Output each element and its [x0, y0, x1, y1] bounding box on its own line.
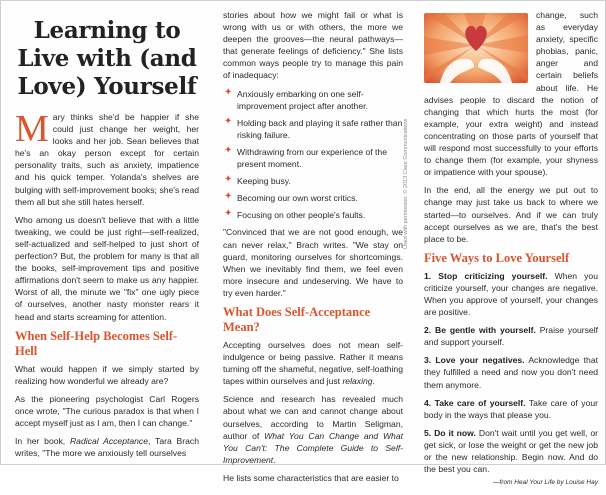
list-item-text: Keeping busy. — [237, 176, 291, 187]
paragraph-text: . — [273, 454, 276, 465]
list-item-text: When you criticize yourself, your changes are negative. When you approve of yourself, your changes are positive. — [424, 270, 598, 318]
bullet-star-icon: ✦ — [224, 86, 233, 98]
list-item — [223, 88, 403, 112]
list-item — [424, 324, 598, 348]
five-ways-list — [424, 270, 598, 490]
list-item-text: Focusing on other people's faults. — [237, 210, 366, 221]
title-line-2: Live with (and — [17, 45, 197, 72]
list-item-lead: 1. Stop criticizing yourself. — [424, 270, 548, 281]
bullet-star-icon: ✦ — [224, 208, 233, 220]
paragraph-text: Science and research has revealed much about what we can and cannot change about ourselves, according to Martin Seligman, author of — [223, 394, 403, 441]
list-item-lead: 2. Be gentle with yourself. — [424, 325, 536, 336]
paragraph — [223, 393, 403, 466]
list-item — [424, 354, 598, 390]
book-title: Radical Acceptance — [69, 436, 149, 447]
source-prefix: —from — [492, 479, 515, 487]
list-item-lead: 4. Take care of yourself. — [424, 397, 526, 408]
bullet-star-icon: ✦ — [224, 144, 233, 156]
source-author: by Louise Hay — [555, 479, 598, 487]
column-1 — [15, 9, 199, 465]
column-2 — [223, 9, 403, 490]
paragraph: "Convinced that we are not good enough, we can never relax," Brach writes. "We stay on guard, monitoring ourselves for shortcomings. When we inevitably find them, we feel even more insecure and undeserving. We have to try even harder." — [223, 227, 403, 298]
paragraph: He lists some characteristics that are easier to — [223, 472, 399, 483]
column-3 — [424, 9, 598, 495]
paragraph-text: , Tara Brach writes, "The more we anxiously tell ourselves — [15, 436, 199, 459]
list-item — [223, 192, 403, 204]
list-item-text: Take care of your body in the ways that please you. — [424, 397, 598, 420]
section-heading-self-help: When Self-Help Becomes Self-Hell — [15, 328, 178, 358]
title-line-1: Learning to — [33, 17, 181, 44]
paragraph: In the end, all the energy we put out to change may just take us back to where we started—to ourselves. And if we can truly accept ourselves as we are, that's the best place to be. — [424, 185, 598, 244]
paragraph-text: Accepting ourselves does not mean self-indulgence or being passive. Rather it means turning off the shameful, negative, self-loathing tapes within ourselves and just — [223, 339, 403, 387]
paragraph: Who among us doesn't believe that with a little tweaking, we could be just right—self-realized, self-actualized and self-helped to just short of perfection? But, the problem for many is that all the books, self-improvement tips and positive affirmations don't seem to make us any happier. Worst of all, the minute we "fix" one ugly piece of ourselves, another nasty monster rears it head and starts screaming for attention. — [15, 214, 199, 322]
paragraph: As the pioneering psychologist Carl Rogers once wrote, "The curious paradox is that when I accept myself just as I am, then I can change." — [15, 393, 199, 428]
list-item-text: Anxiously embarking on one self-improvement project after another. — [237, 88, 368, 111]
inadequacy-list — [223, 88, 403, 222]
list-item — [223, 175, 403, 187]
heart-in-hands-icon — [424, 13, 528, 83]
section-heading-five-ways: Five Ways to Love Yourself — [424, 250, 570, 265]
drop-cap: M — [15, 108, 49, 150]
bullet-star-icon: ✦ — [224, 174, 233, 186]
source-credit — [424, 477, 598, 489]
paragraph — [15, 435, 199, 459]
list-item — [223, 117, 403, 141]
list-item-text: Don't wait until you get well, or get sick, or lose the weight or get the new job or the new relationship. Begin now. And do the best you can. — [424, 427, 598, 475]
source-book-title: Heal Your Life — [514, 479, 555, 487]
book-title: What You Can Change and What You Can't: The Complete Guide to Self-Improvement — [223, 430, 404, 465]
paragraph: change, such as everyday anxiety, specific phobias, panic, anger and certain beliefs about life. He advises people to discard the notion of changing that which hurts the most (for example, your extra weight) and instead concentrating on those parts of yourself that will respond most successfully to your efforts to change them (for example, your shyness or impatience with your spouse). — [424, 10, 598, 178]
list-item — [223, 146, 403, 170]
copyright-notice: Used with permission. © 2013 Clare Communications — [403, 118, 409, 249]
list-item-text: Withdrawing from our experience of the present moment. — [237, 146, 387, 170]
paragraph — [223, 339, 403, 387]
list-item-lead: 5. Do it now. — [424, 427, 476, 438]
paragraph: What would happen if we simply started by realizing how wonderful we already are? — [15, 363, 199, 386]
list-item — [424, 270, 598, 318]
list-item-lead: 3. Love your negatives. — [424, 355, 525, 366]
list-item — [424, 427, 598, 489]
bullet-star-icon: ✦ — [224, 191, 233, 203]
intro-text: ary thinks she'd be happier if she could just change her weight, her looks and her job. Sean believes that he's an okay person except for certain personality traits, such as anxiety, impatience and his quick temper. Yolanda's shelves are bulging with self-improvement books; she's read them all but she still hates herself. — [15, 112, 199, 207]
section-heading-self-acceptance: What Does Self-Acceptance Mean? — [223, 304, 371, 334]
paragraph-text: In her book, — [15, 436, 70, 447]
intro-paragraph — [15, 108, 199, 208]
list-item — [424, 397, 598, 421]
article-title — [15, 17, 199, 101]
paragraph-text: . — [372, 376, 375, 387]
emphasis: relaxing — [342, 376, 373, 387]
list-item-text: Becoming our own worst critics. — [237, 193, 358, 204]
list-item — [223, 209, 403, 221]
heart-in-hands-illustration — [424, 13, 528, 83]
paragraph: stories about how we might fail or what is wrong with us or with others, the more we deepen the grooves—the neural pathways—that generate feelings of deficiency." She lists common ways people try to manage this pain of inadequacy: — [223, 10, 403, 81]
list-item-text: Praise yourself and support yourself. — [424, 325, 599, 348]
list-item-text: Acknowledge that they fulfilled a need and now you don't need them anymore. — [424, 355, 598, 390]
list-item-text: Holding back and playing it safe rather than risking failure. — [237, 117, 403, 140]
bullet-star-icon: ✦ — [224, 115, 233, 127]
title-line-3: Love) Yourself — [17, 73, 197, 100]
